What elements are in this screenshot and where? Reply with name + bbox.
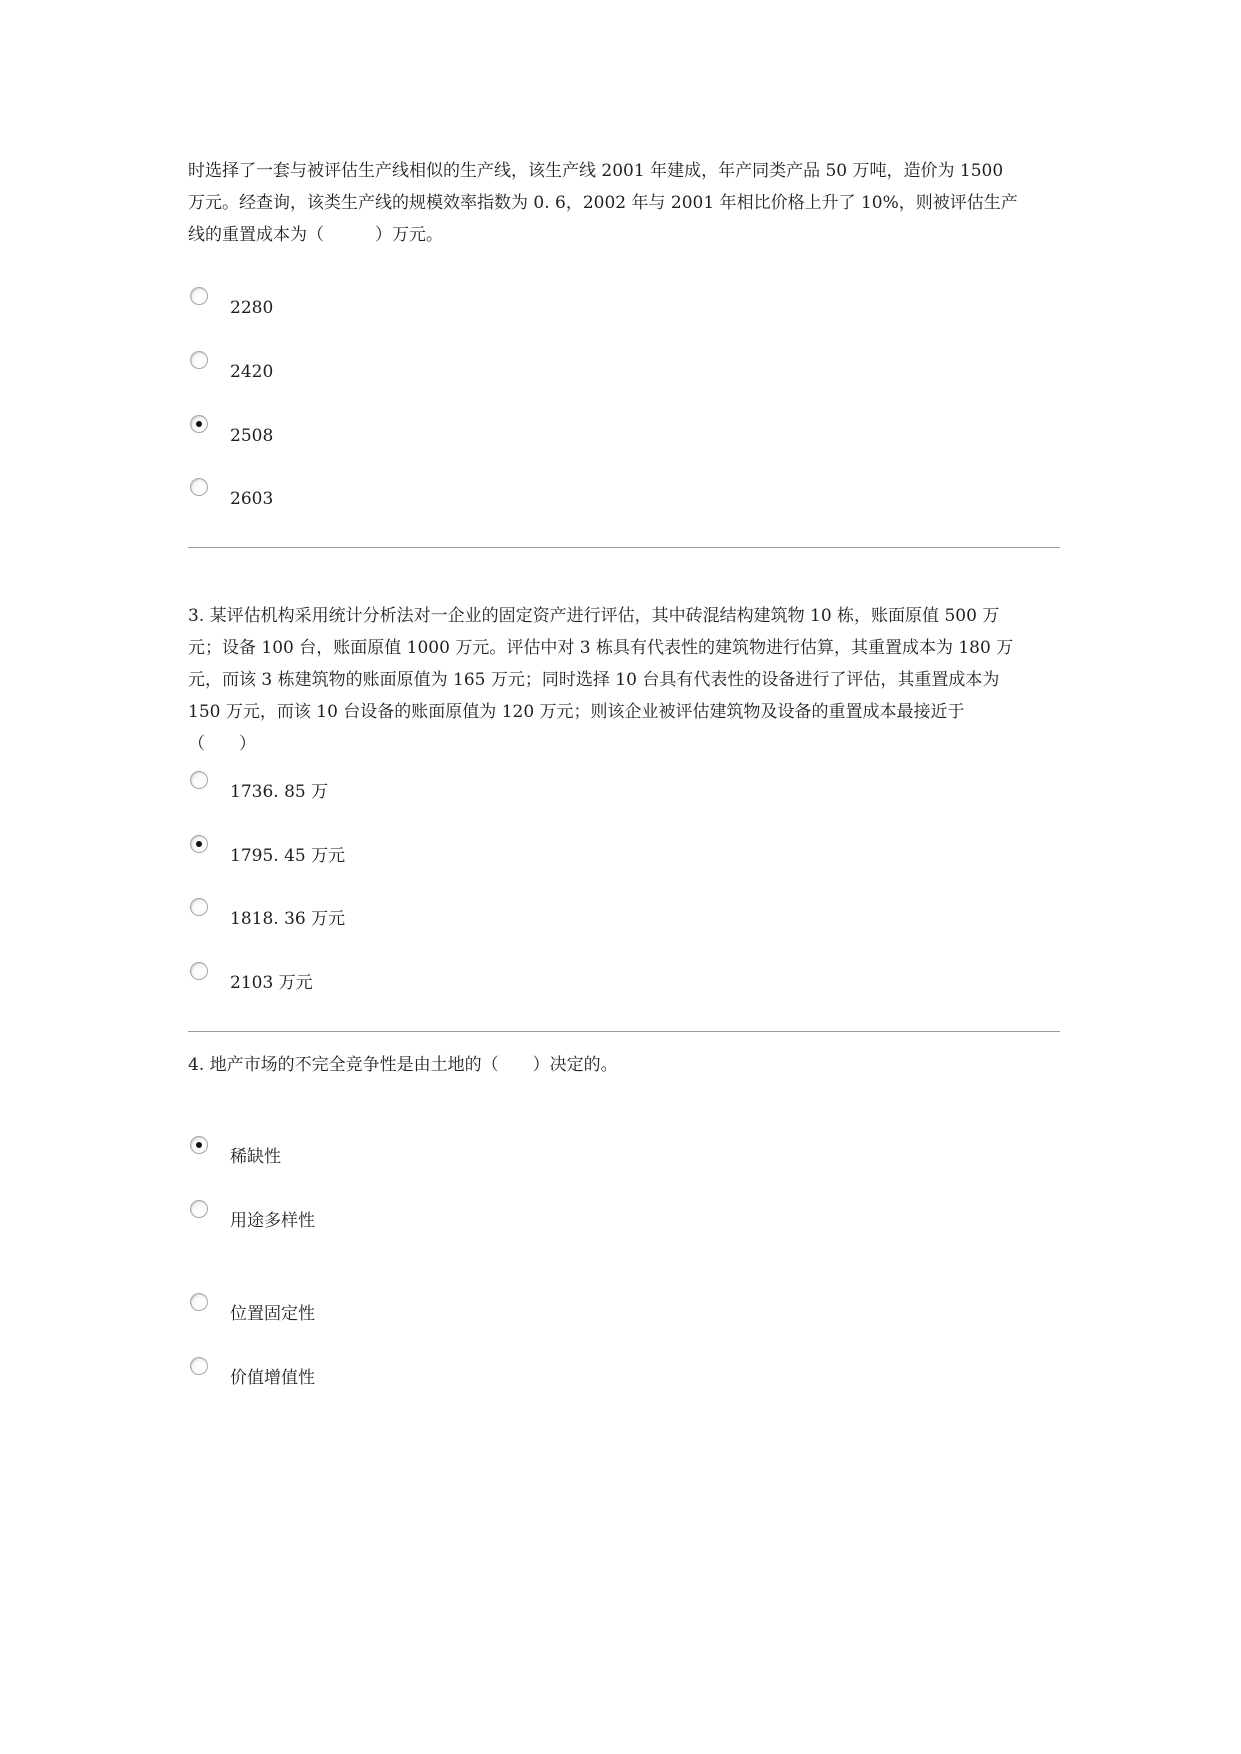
question-stem: 时选择了一套与被评估生产线相似的生产线，该生产线 2001 年建成，年产同类产品 50 万吨，造价为 1500 万元。经查询，该类生产线的规模效率指数为 0. 6，2002 年与 2001 年相比价格上升了 10%，则被评估生产 线的重置成本为（ ）万元。 xyxy=(188,161,1018,245)
radio-button[interactable] xyxy=(190,1200,208,1218)
radio-button[interactable] xyxy=(190,898,208,916)
option-label: 1818. 36 万元 xyxy=(230,909,346,929)
answer-option[interactable] xyxy=(188,478,788,518)
question-block xyxy=(188,155,1060,509)
question-block xyxy=(188,1049,1060,1388)
answer-option[interactable] xyxy=(188,1136,788,1176)
answer-option[interactable] xyxy=(188,351,788,391)
answer-option[interactable] xyxy=(188,962,788,1002)
question-stem: 4. 地产市场的不完全竞争性是由土地的（ ）决定的。 xyxy=(188,1055,618,1075)
answer-option[interactable] xyxy=(188,1357,788,1397)
option-label: 稀缺性 xyxy=(230,1147,281,1167)
radio-button[interactable] xyxy=(190,771,208,789)
option-label: 1795. 45 万元 xyxy=(230,846,346,866)
option-label: 用途多样性 xyxy=(230,1211,315,1231)
option-label: 2508 xyxy=(230,426,274,446)
radio-button-selected[interactable] xyxy=(190,415,208,433)
radio-button[interactable] xyxy=(190,1357,208,1375)
question-divider xyxy=(188,1031,1060,1032)
answer-option[interactable] xyxy=(188,1293,788,1333)
radio-button[interactable] xyxy=(190,287,208,305)
option-label: 2420 xyxy=(230,362,274,382)
option-label: 2280 xyxy=(230,298,274,318)
answer-option[interactable] xyxy=(188,287,788,327)
radio-button[interactable] xyxy=(190,351,208,369)
radio-button[interactable] xyxy=(190,962,208,980)
answer-option[interactable] xyxy=(188,1200,788,1240)
question-divider xyxy=(188,547,1060,548)
option-label: 价值增值性 xyxy=(230,1368,315,1388)
question-stem: 3. 某评估机构采用统计分析法对一企业的固定资产进行评估，其中砖混结构建筑物 10 栋，账面原值 500 万 元；设备 100 台，账面原值 1000 万元。评估中对 3 栋具有代表性的建筑物进行估算，其重置成本为 180 万 元，而该 3 栋建筑物的账面原值为 165 万元；同时选择 10 台具有代表性的设备进行了评估，其重置成本为 150 万元，而该 10 台设备的账面原值为 120 万元；则该企业被评估建筑物及设备的重置成本最接近于 （ ） xyxy=(188,606,1014,754)
option-label: 1736. 85 万 xyxy=(230,782,329,802)
radio-button-selected[interactable] xyxy=(190,1136,208,1154)
radio-button-selected[interactable] xyxy=(190,835,208,853)
option-label: 位置固定性 xyxy=(230,1304,315,1324)
answer-option[interactable] xyxy=(188,415,788,455)
answer-option[interactable] xyxy=(188,835,788,875)
answer-option[interactable] xyxy=(188,771,788,811)
option-label: 2103 万元 xyxy=(230,973,313,993)
radio-button[interactable] xyxy=(190,478,208,496)
question-block xyxy=(188,600,1060,993)
radio-button[interactable] xyxy=(190,1293,208,1311)
answer-option[interactable] xyxy=(188,898,788,938)
option-label: 2603 xyxy=(230,489,274,509)
